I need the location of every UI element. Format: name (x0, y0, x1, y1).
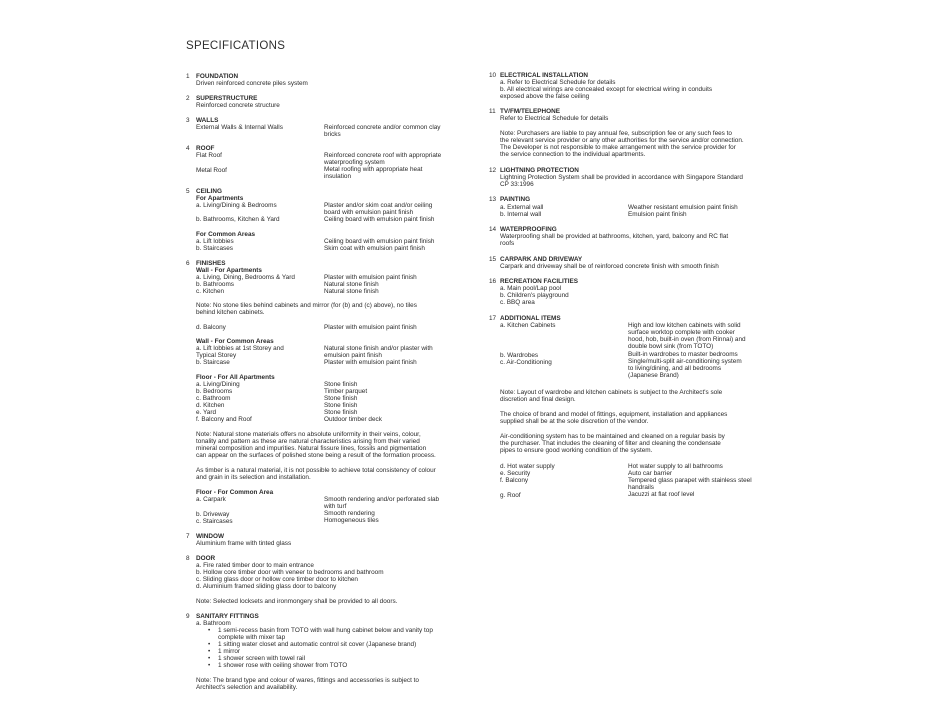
section-heading: TV/FM/TELEPHONE (500, 108, 561, 115)
list-item: d. Aluminium framed sliding glass door to balcony (196, 583, 337, 590)
spec-value: Timber parquet (324, 388, 368, 395)
spec-label: Typical Storey (196, 352, 237, 359)
spec-value: with turf (324, 503, 347, 510)
spec-value: Stone finish (324, 402, 358, 409)
note-text: tonality and pattern as these are natural characteristics arising from their varied (196, 438, 420, 445)
spec-value: board with emulsion paint finish (324, 209, 414, 216)
spec-value: Natural stone finish (324, 288, 379, 295)
section-number: 12 (489, 167, 497, 174)
section-number: 3 (186, 117, 190, 124)
spec-label: c. Bathroom (196, 395, 231, 402)
section-number: 17 (489, 315, 497, 322)
section-number: 9 (186, 613, 190, 620)
list-item: exposed above the false ceiling (500, 93, 590, 100)
spec-value: Tempered glass parapet with stainless steel (628, 477, 752, 484)
spec-label: a. Lift lobbies at 1st Storey and (196, 345, 284, 352)
section-heading: CEILING (196, 188, 222, 195)
section-heading: ELECTRICAL INSTALLATION (500, 72, 589, 79)
spec-label: b. Bedrooms (196, 388, 233, 395)
spec-value: Stone finish (324, 409, 358, 416)
list-item: 1 shower screen with towel rail (218, 655, 306, 662)
section-heading: WATERPROOFING (500, 226, 557, 233)
spec-label: a. Living/Dining (196, 381, 240, 388)
list-item: complete with mixer tap (218, 634, 286, 641)
spec-label: Metal Roof (196, 167, 227, 174)
spec-value: Auto car barrier (628, 470, 673, 477)
section-heading: PAINTING (500, 196, 531, 203)
note-text: Architect's selection and availability. (196, 684, 298, 691)
spec-label: b. Staircases (196, 245, 233, 252)
list-item: 1 semi-recess basin from TOTO with wall hung cabinet below and vanity top (218, 627, 433, 634)
spec-label: b. Bathrooms (196, 281, 235, 288)
section-heading: WINDOW (196, 533, 225, 540)
spec-label: b. Staircase (196, 359, 230, 366)
section-number: 16 (489, 278, 497, 285)
note-text: can appear on the surfaces of polished stone being a result of the formation process. (196, 452, 436, 459)
note-text: Note: No stone tiles behind cabinets and mirror (for (b) and (c) above), no tiles (196, 302, 417, 309)
spec-label: b. Wardrobes (500, 352, 539, 359)
section-number: 15 (489, 256, 497, 263)
spec-value: Metal roofing with appropriate heat (324, 166, 423, 173)
note-text: Note: Layout of wardrobe and kitchen cabinets is subject to the Architect's sole (500, 389, 723, 396)
spec-value: Smooth rendering (324, 510, 375, 517)
spec-label: a. Lift lobbies (196, 238, 234, 245)
section-number: 14 (489, 226, 497, 233)
note-text: Note: Selected locksets and ironmongery shall be provided to all doors. (196, 598, 398, 605)
spec-label: a. Living/Dining & Bedrooms (196, 202, 277, 209)
spec-value: Stone finish (324, 395, 358, 402)
spec-value: Stone finish (324, 381, 358, 388)
spec-value: bricks (324, 131, 341, 138)
bullet-icon: • (208, 655, 211, 662)
spec-value: Homogeneous tiles (324, 517, 379, 524)
spec-label: d. Hot water supply (500, 463, 555, 470)
bullet-icon: • (208, 627, 211, 634)
section-heading: CARPARK AND DRIVEWAY (500, 256, 583, 263)
section-text: Reinforced concrete structure (196, 102, 280, 109)
spec-value: Single/multi-split air-conditioning system (628, 358, 742, 365)
section-heading: SANITARY FITTINGS (196, 613, 259, 620)
section-heading: RECREATION FACILITIES (500, 278, 578, 285)
spec-value: emulsion paint finish (324, 352, 382, 359)
section-text: roofs (500, 240, 515, 247)
section-text: Aluminium frame with tinted glass (196, 540, 292, 547)
list-item: 1 sitting water closet and automatic control sit cover (Japanese brand) (218, 641, 417, 648)
list-item: c. Sliding glass door or hollow core timber door to kitchen (196, 576, 358, 583)
section-number: 13 (489, 196, 497, 203)
bullet-icon: • (208, 662, 211, 669)
sub-heading: Wall - For Common Areas (196, 338, 274, 345)
section-heading: ROOF (196, 145, 215, 152)
list-item: b. Hollow core timber door with veneer to bedrooms and bathroom (196, 569, 384, 576)
spec-value: Plaster and/or skim coat and/or ceiling (324, 202, 433, 209)
note-text: and grain in its selection and installation. (196, 474, 311, 481)
section-text: CP 33:1996 (500, 181, 534, 188)
list-item: 1 mirror (218, 648, 241, 655)
spec-value: Ceiling board with emulsion paint finish (324, 216, 435, 223)
spec-label: c. Kitchen (196, 288, 225, 295)
section-number: 1 (186, 73, 190, 80)
spec-value: Reinforced concrete roof with appropriate (324, 152, 442, 159)
section-text: Lightning Protection System shall be provided in accordance with Singapore Standard (500, 174, 743, 181)
spec-value: Ceiling board with emulsion paint finish (324, 238, 435, 245)
spec-label: Flat Roof (196, 152, 222, 159)
section-heading: DOOR (196, 555, 216, 562)
list-item: b. All electrical wirings are concealed except for electrical wiring in conduits (500, 86, 713, 93)
list-item: b. Children's playground (500, 292, 569, 299)
sub-heading: Floor - For All Apartments (196, 374, 275, 381)
section-text: Driven reinforced concrete piles system (196, 80, 308, 87)
bullet-icon: • (208, 648, 211, 655)
spec-value: Plaster with emulsion paint finish (324, 359, 417, 366)
note-text: mineral composition and impurities. Natural fissure lines, fossils and pigmentation (196, 445, 427, 452)
spec-value: insulation (324, 173, 352, 180)
section-number: 6 (186, 260, 190, 267)
note-text: Note: Purchasers are liable to pay annual fee, subscription fee or any such fees to (500, 130, 732, 137)
spec-label: c. Staircases (196, 518, 233, 525)
section-number: 2 (186, 95, 190, 102)
spec-value: Outdoor timber deck (324, 416, 382, 423)
spec-value: hood, hob, built-in oven (from Rinnai) and (628, 336, 746, 343)
spec-label: d. Balcony (196, 324, 226, 331)
spec-label: f. Balcony and Roof (196, 416, 252, 423)
note-text: pipes to ensure good working condition of the system. (500, 447, 653, 454)
section-heading: ADDITIONAL ITEMS (500, 315, 561, 322)
spec-value: to living/dining, and all bedrooms (628, 365, 722, 372)
sub-heading: Wall - For Apartments (196, 267, 262, 274)
note-text: behind kitchen cabinets. (196, 309, 265, 316)
spec-value: Plaster with emulsion paint finish (324, 274, 417, 281)
section-text: Carpark and driveway shall be of reinforced concrete finish with smooth finish (500, 263, 719, 270)
list-item: a. Main pool/Lap pool (500, 285, 562, 292)
spec-value: surface worktop complete with cooker (628, 329, 735, 336)
spec-value: Skim coat with emulsion paint finish (324, 245, 425, 252)
spec-label: c. Air-Conditioning (500, 359, 552, 366)
list-item: a. Fire rated timber door to main entrance (196, 562, 314, 569)
note-text: As timber is a natural material, it is not possible to achieve total consistency of colour (196, 467, 436, 474)
section-number: 10 (489, 72, 497, 79)
spec-value: handrails (628, 484, 654, 491)
section-number: 7 (186, 533, 190, 540)
spec-label: External Walls & Internal Walls (196, 124, 283, 131)
list-item: a. Refer to Electrical Schedule for details (500, 79, 616, 86)
bullet-icon: • (208, 641, 211, 648)
section-heading: FINISHES (196, 260, 226, 267)
spec-value: waterproofing system (324, 159, 385, 166)
spec-value: High and low kitchen cabinets with solid (628, 322, 741, 329)
spec-value: Plaster with emulsion paint finish (324, 324, 417, 331)
note-text: the relevant service provider or any other authorities for the service and/or connection. (500, 137, 744, 144)
list-item: c. BBQ area (500, 299, 535, 306)
spec-label: e. Security (500, 470, 531, 477)
section-heading: SUPERSTRUCTURE (196, 95, 258, 102)
section-number: 8 (186, 555, 190, 562)
section-number: 11 (489, 108, 496, 115)
section-text: Waterproofing shall be provided at bathrooms, kitchen, yard, balcony and RC flat (500, 233, 729, 240)
spec-value: Hot water supply to all bathrooms (628, 463, 723, 470)
spec-label: a. Carpark (196, 496, 226, 503)
section-number: 5 (186, 188, 190, 195)
section-heading: WALLS (196, 117, 219, 124)
section-number: 4 (186, 145, 190, 152)
page-title: SPECIFICATIONS (186, 40, 286, 52)
note-text: Note: The brand type and colour of wares, fittings and accessories is subject to (196, 677, 419, 684)
note-text: the service connection to the individual apartments. (500, 151, 646, 158)
spec-value: (Japanese Brand) (628, 372, 679, 379)
section-heading: FOUNDATION (196, 73, 239, 80)
spec-value: Jacuzzi at flat roof level (628, 491, 695, 498)
spec-label: b. Driveway (196, 511, 230, 518)
note-text: supplied shall be at the sole discretion of the vendor. (500, 418, 649, 425)
spec-label: b. Internal wall (500, 211, 542, 218)
note-text: Air-conditioning system has to be maintained and cleaned on a regular basis by (500, 433, 725, 440)
note-text: the purchaser. That includes the cleaning of filter and cleaning the condensate (500, 440, 721, 447)
note-text: discretion and final design. (500, 396, 576, 403)
note-text: Note: Natural stone materials offers no absolute uniformity in their veins, colour, (196, 431, 421, 438)
section-heading: LIGHTNING PROTECTION (500, 167, 579, 174)
spec-label: f. Balcony (500, 477, 529, 484)
sub-heading: Floor - For Common Area (196, 489, 274, 496)
spec-label: e. Yard (196, 409, 217, 416)
spec-label: b. Bathrooms, Kitchen & Yard (196, 216, 280, 223)
sub-heading: For Common Areas (196, 231, 256, 238)
spec-label: g. Roof (500, 492, 521, 499)
spec-label: d. Kitchen (196, 402, 225, 409)
note-text: The Developer is not responsible to make arrangement with the service provider for (500, 144, 736, 151)
section-text: Refer to Electrical Schedule for details (500, 115, 609, 122)
note-text: The choice of brand and model of fittings, equipment, installation and appliances (500, 411, 728, 418)
list-item: 1 shower rose with ceiling shower from TOTO (218, 662, 348, 669)
spec-label: a. Kitchen Cabinets (500, 322, 556, 329)
spec-value: Built-in wardrobes to master bedrooms (628, 351, 738, 358)
spec-value: Natural stone finish and/or plaster with (324, 345, 433, 352)
spec-value: double bowl sink (from TOTO) (628, 343, 714, 350)
spec-value: Natural stone finish (324, 281, 379, 288)
spec-label: a. Living, Dining, Bedrooms & Yard (196, 274, 295, 281)
spec-label: a. Bathroom (196, 620, 231, 627)
spec-value: Reinforced concrete and/or common clay (324, 124, 441, 131)
spec-value: Smooth rendering and/or perforated slab (324, 496, 440, 503)
spec-label: a. External wall (500, 204, 544, 211)
spec-value: Weather resistant emulsion paint finish (628, 204, 738, 211)
spec-value: Emulsion paint finish (628, 211, 687, 218)
sub-heading: For Apartments (196, 195, 244, 202)
